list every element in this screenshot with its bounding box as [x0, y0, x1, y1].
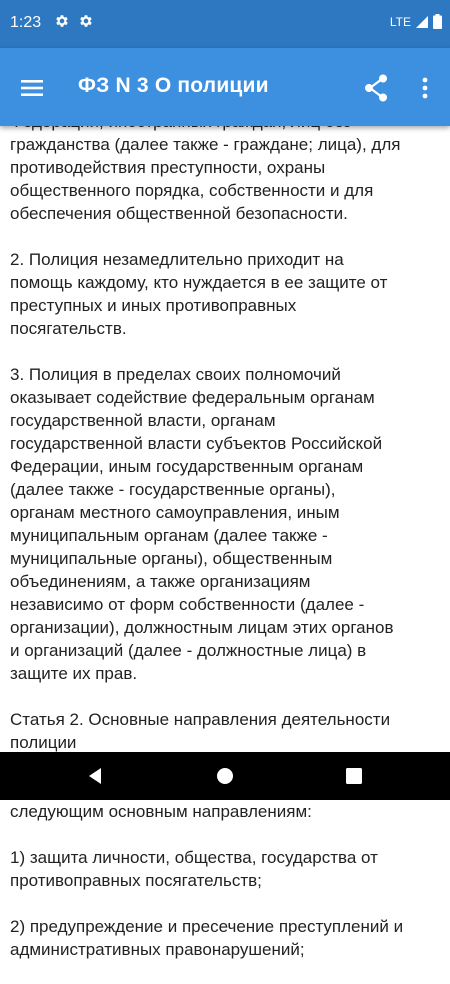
paragraph: 1) защита личности, общества, государства от противоправных посягательств; [10, 848, 378, 890]
article-heading: Статья 2. Основные направления деятельности полиции [10, 710, 391, 752]
lte-signal-icon: LTE [389, 14, 411, 29]
paragraph: гражданства (далее также - граждане; лица), для противодействия преступности, охраны общественного порядка, собственности и для обеспечения общественной безопасности. [10, 135, 401, 223]
home-button[interactable] [213, 764, 237, 788]
back-button[interactable] [84, 764, 108, 788]
status-indicators [390, 14, 442, 29]
recents-button[interactable] [342, 764, 366, 788]
menu-button[interactable] [12, 68, 52, 108]
paragraph: следующим основным направлениям: [10, 802, 312, 821]
document-content[interactable] [0, 126, 450, 959]
paragraph: 3. Полиция в пределах своих полномочий оказывает содействие федеральным органам государственной власти, органам государственной власти субъектов Российской Федерации, иным государственным органам (далее также - государственные органы), органам местного самоуправления, иным муниципальным органам (далее также - муниципальные органы), общественным объединениям, а также организациям независимо от форм собственности (далее - организации), должностным лицам этих органов и организаций (далее - должностные лица) в защите их прав. [10, 365, 394, 683]
system-navigation-bar [0, 752, 450, 800]
app-bar [0, 48, 450, 126]
battery-icon [433, 14, 442, 29]
gear-icon [78, 13, 94, 29]
signal-icon [415, 15, 429, 29]
share-button[interactable] [358, 70, 394, 106]
home-icon [213, 764, 237, 788]
more-vert-icon [410, 70, 440, 106]
recents-icon [342, 764, 366, 788]
gear-icon [54, 13, 70, 29]
paragraph: 2) предупреждение и пресечение преступлений и административных правонарушений; [10, 917, 404, 959]
back-icon [84, 764, 108, 788]
paragraph: 2. Полиция незамедлительно приходит на помощь каждому, кто нуждается в ее защите от преступных и иных противоправных посягательств. [10, 250, 388, 338]
share-icon [358, 70, 394, 106]
status-bar [0, 0, 450, 48]
more-options-button[interactable] [410, 70, 440, 106]
status-time: 1:23 [10, 14, 42, 31]
menu-icon [12, 68, 52, 108]
page-title: ФЗ N 3 О полиции [78, 74, 269, 97]
